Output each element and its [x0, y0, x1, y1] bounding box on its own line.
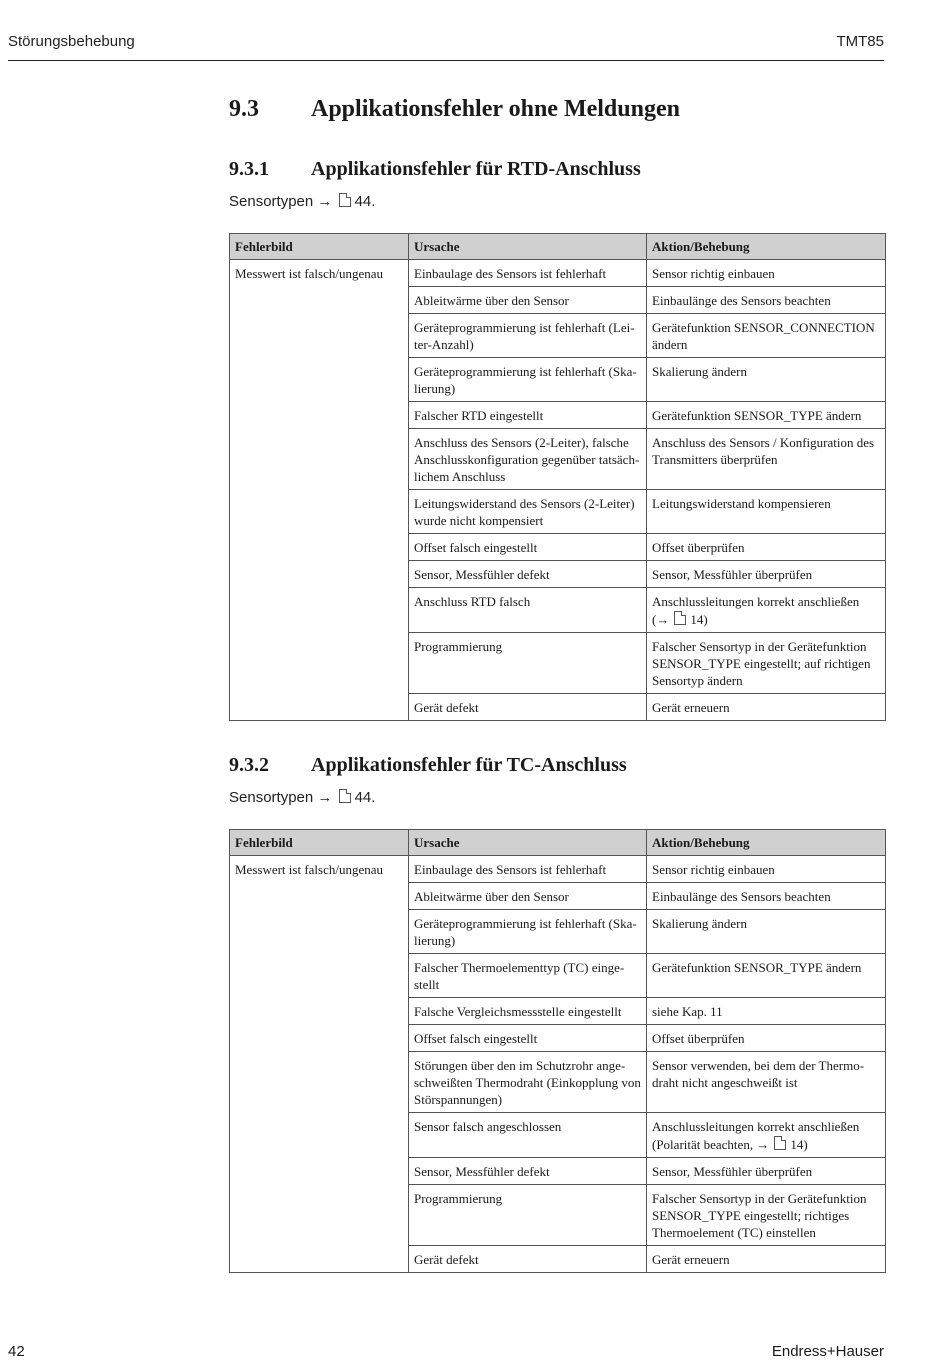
action-cell [647, 883, 886, 910]
page-reference-icon [339, 193, 351, 207]
symptom-cell: Messwert ist falsch/ungenau [230, 260, 409, 721]
action-text: Sensor, Messfühler überprüfen [652, 1164, 813, 1179]
table-header-row [230, 234, 886, 260]
rtd-number: 9.3.1 [229, 158, 269, 180]
action-cell [647, 402, 886, 429]
cause-cell: Störungen über den im Schutzrohr angeschweißten Thermodraht (Einkopplung von Störspannungen) [409, 1052, 647, 1113]
running-header-product: TMT85 [836, 33, 884, 50]
action-text: Skalierung ändern [652, 916, 747, 931]
tc-number: 9.3.2 [229, 754, 269, 776]
action-text: Falscher Sensortyp in der Gerätefunktion SENSOR_TYPE eingestellt; richtiges Thermoelement (TC) einstellen [652, 1191, 867, 1240]
table-row [230, 260, 886, 287]
action-text: Sensor richtig einbauen [652, 266, 775, 281]
action-cell [647, 1113, 886, 1158]
action-text: Gerätefunktion SENSOR_TYPE ändern [652, 408, 862, 423]
tc-fault-table [229, 829, 886, 1273]
symptom-cell: Messwert ist falsch/ungenau [230, 856, 409, 1273]
page-number: 42 [8, 1343, 25, 1360]
action-text: Gerät erneuern [652, 1252, 730, 1267]
tc-ref-prefix: Sensortypen → [229, 789, 333, 806]
rtd-ref-page: 44. [354, 193, 376, 210]
cause-cell: Programmierung [409, 633, 647, 694]
action-cell [647, 856, 886, 883]
cause-cell: Falscher Thermoelementtyp (TC) eingestellt [409, 954, 647, 998]
rtd-title: Applikationsfehler für RTD-Anschluss [311, 158, 641, 180]
tc-title: Applikationsfehler für TC-Anschluss [311, 754, 627, 776]
cause-cell: Sensor, Messfühler defekt [409, 561, 647, 588]
action-cell [647, 588, 886, 633]
action-text: Sensor, Messfühler überprüfen [652, 567, 813, 582]
action-cell [647, 694, 886, 721]
action-cell [647, 910, 886, 954]
action-cell [647, 1052, 886, 1113]
cause-cell: Sensor, Messfühler defekt [409, 1158, 647, 1185]
action-cell [647, 1246, 886, 1273]
cause-cell: Programmierung [409, 1185, 647, 1246]
action-cell [647, 534, 886, 561]
column-header-cause: Ursache [409, 830, 647, 856]
cause-cell: Anschluss des Sensors (2-Leiter), falsche Anschlusskonfiguration gegenüber tatsächlichem Anschluss [409, 429, 647, 490]
action-cell [647, 561, 886, 588]
action-text: Gerät erneuern [652, 700, 730, 715]
cause-cell: Gerät defekt [409, 1246, 647, 1273]
column-header-action: Aktion/Behebung [647, 830, 886, 856]
section-title: Applikationsfehler ohne Meldungen [311, 96, 680, 122]
rtd-fault-table [229, 233, 886, 721]
cause-cell: Gerät defekt [409, 694, 647, 721]
action-cell [647, 260, 886, 287]
action-cell [647, 1158, 886, 1185]
column-header-symptom: Fehlerbild [230, 234, 409, 260]
column-header-action: Aktion/Behebung [647, 234, 886, 260]
action-cell [647, 633, 886, 694]
action-text: Einbaulänge des Sensors beachten [652, 293, 831, 308]
running-header-chapter: Störungsbehebung [8, 33, 135, 50]
action-text: Gerätefunktion SENSOR_TYPE ändern [652, 960, 862, 975]
action-text: Anschlussleitungen korrekt anschließen [652, 594, 860, 609]
cause-cell: Anschluss RTD falsch [409, 588, 647, 633]
table-row [230, 856, 886, 883]
tc-heading [229, 754, 627, 777]
action-text: Einbaulänge des Sensors beachten [652, 889, 831, 904]
action-cell [647, 998, 886, 1025]
action-text: Anschlussleitungen korrekt anschließen [652, 1119, 860, 1134]
action-ref-page: 14) [690, 612, 708, 627]
action-text: Offset überprüfen [652, 540, 745, 555]
action-ref-page: 14) [790, 1137, 808, 1152]
action-cell [647, 287, 886, 314]
brand-name: Endress+Hauser [771, 1343, 884, 1360]
rtd-sensor-reference [229, 192, 375, 210]
rtd-ref-prefix: Sensortypen → [229, 193, 333, 210]
action-text: Offset überprüfen [652, 1031, 745, 1046]
cause-cell: Leitungswiderstand des Sensors (2-Leiter) wurde nicht kompensiert [409, 490, 647, 534]
action-text: Sensor verwenden, bei dem der Thermodraht nicht angeschweißt ist [652, 1058, 865, 1090]
cause-cell: Ableitwärme über den Sensor [409, 883, 647, 910]
cause-cell: Geräteprogrammierung ist fehlerhaft (Skalierung) [409, 910, 647, 954]
column-header-cause: Ursache [409, 234, 647, 260]
action-text: Skalierung ändern [652, 364, 747, 379]
tc-ref-page: 44. [354, 789, 376, 806]
cause-cell: Einbaulage des Sensors ist fehlerhaft [409, 856, 647, 883]
cause-cell: Ableitwärme über den Sensor [409, 287, 647, 314]
cause-cell: Geräteprogrammierung ist fehlerhaft (Leiter-Anzahl) [409, 314, 647, 358]
action-cell [647, 358, 886, 402]
section-number: 9.3 [229, 96, 259, 122]
action-text: Sensor richtig einbauen [652, 862, 775, 877]
cause-cell: Falsche Vergleichsmessstelle eingestellt [409, 998, 647, 1025]
action-cell [647, 1185, 886, 1246]
cause-cell: Offset falsch eingestellt [409, 1025, 647, 1052]
action-ref-prefix: (Polarität beachten, → [652, 1137, 770, 1152]
rtd-heading [229, 158, 641, 181]
cause-cell: Einbaulage des Sensors ist fehlerhaft [409, 260, 647, 287]
column-header-symptom: Fehlerbild [230, 830, 409, 856]
action-text: Anschluss des Sensors / Konfiguration des Transmitters überprüfen [652, 435, 875, 467]
page-reference-icon [674, 611, 686, 625]
cause-cell: Offset falsch eingestellt [409, 534, 647, 561]
action-text: Leitungswiderstand kompensieren [652, 496, 831, 511]
header-divider [8, 60, 884, 61]
page-reference-icon [774, 1136, 786, 1150]
cause-cell: Geräteprogrammierung ist fehlerhaft (Skalierung) [409, 358, 647, 402]
tc-sensor-reference [229, 788, 375, 806]
action-text: Gerätefunktion SENSOR_CONNECTION ändern [652, 320, 875, 352]
action-cell [647, 954, 886, 998]
action-cell [647, 490, 886, 534]
action-text: Falscher Sensortyp in der Gerätefunktion SENSOR_TYPE eingestellt; auf richtigen Sensortyp ändern [652, 639, 871, 688]
action-cell [647, 429, 886, 490]
action-cell [647, 1025, 886, 1052]
action-text: siehe Kap. 11 [652, 1004, 723, 1019]
action-ref-prefix: (→ [652, 612, 670, 627]
action-cell [647, 314, 886, 358]
section-heading [229, 96, 680, 123]
cause-cell: Falscher RTD eingestellt [409, 402, 647, 429]
table-header-row [230, 830, 886, 856]
page-reference-icon [339, 789, 351, 803]
cause-cell: Sensor falsch angeschlossen [409, 1113, 647, 1158]
